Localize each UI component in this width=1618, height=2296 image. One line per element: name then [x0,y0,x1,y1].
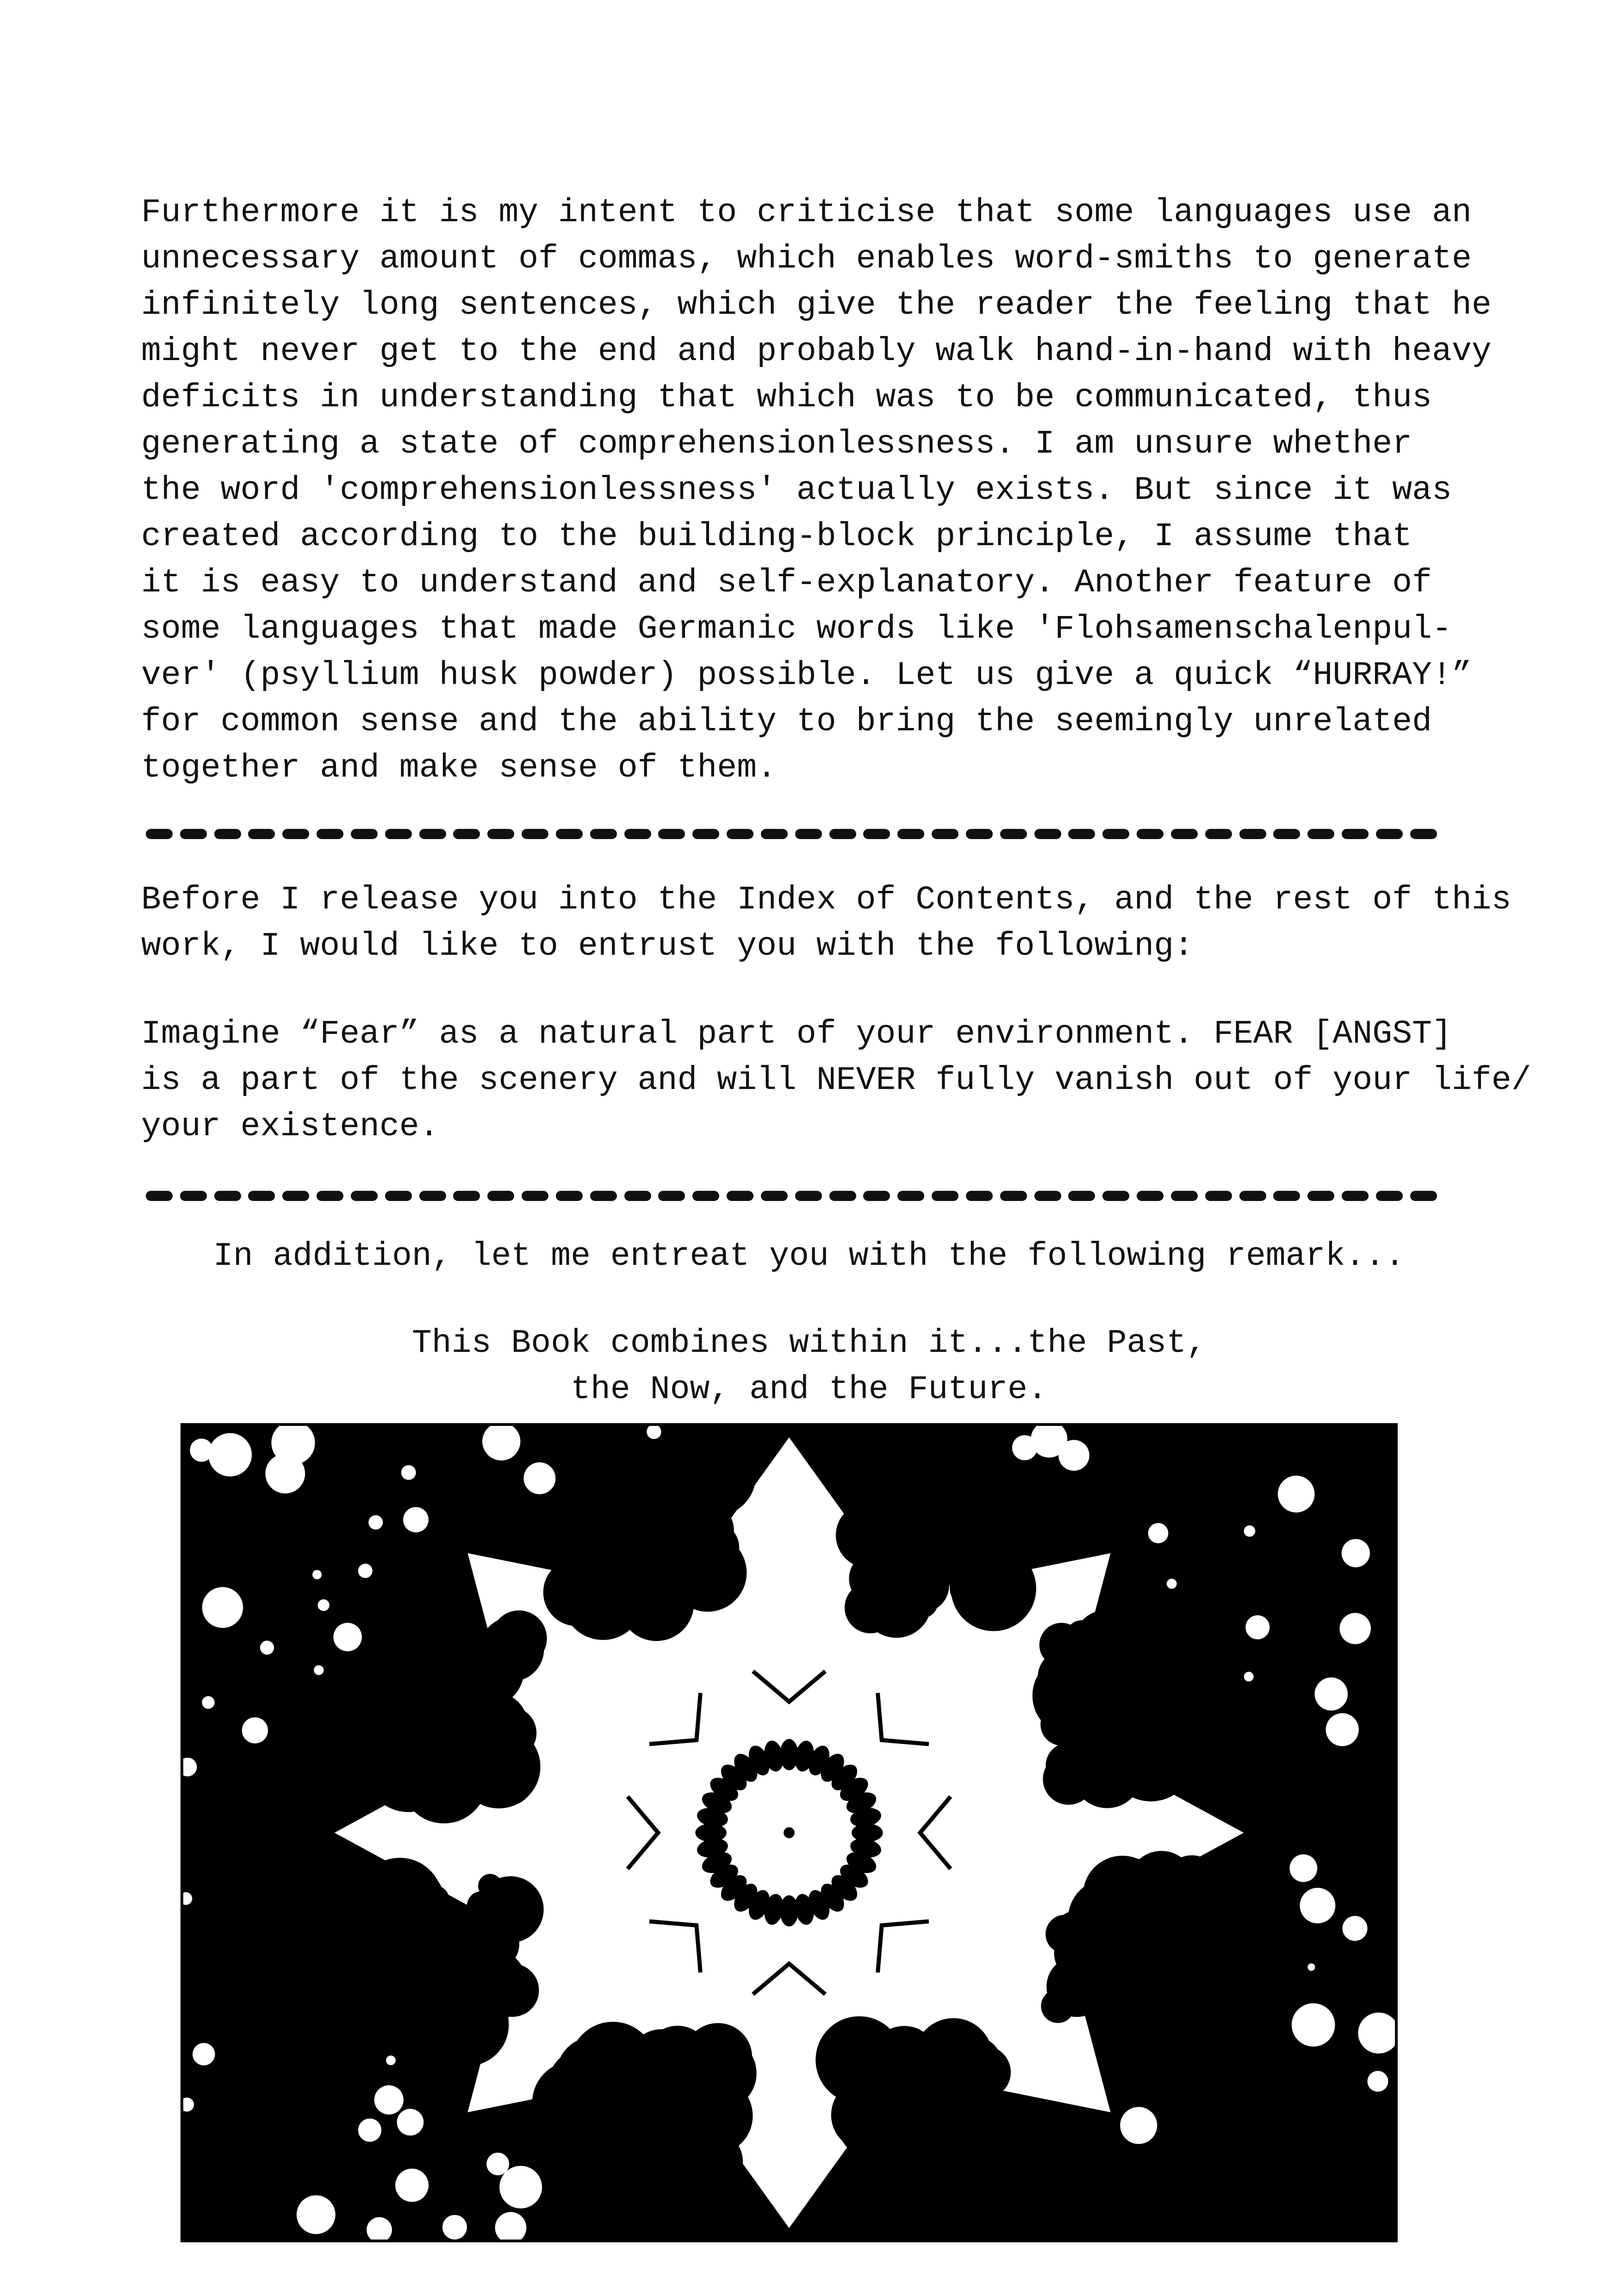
dash-mark [1102,829,1129,839]
dash-mark [966,1191,993,1201]
dash-mark [487,1191,514,1201]
dash-mark [761,1191,788,1201]
dash-mark [419,1191,446,1201]
text-line: it is easy to understand and self-explanatory. Another feature of [141,564,1432,602]
text-line: your existence. [141,1108,439,1145]
dash-mark [658,829,685,839]
dash-mark [351,1191,378,1201]
dash-mark [829,829,856,839]
remark-line: In addition, let me entreat you with the following remark... [213,1238,1405,1275]
dash-mark [1000,1191,1027,1201]
text-line: created according to the building-block principle, I assume that [141,518,1413,555]
text-line: work, I would like to entrust you with the following: [141,927,1194,965]
text-line: Imagine “Fear” as a natural part of your environment. FEAR [ANGST] [141,1015,1452,1053]
dash-mark [317,1191,343,1201]
dash-mark [1068,829,1095,839]
dash-mark [1068,1191,1095,1201]
dash-mark [795,829,822,839]
dash-mark [317,829,343,839]
dash-mark [522,829,548,839]
text-line: deficits in understanding that which was to be communicated, thus [141,379,1432,417]
dash-separator [146,828,1437,840]
dash-mark [282,829,309,839]
dash-mark [863,1191,890,1201]
dash-mark [692,829,719,839]
dash-mark [1239,1191,1266,1201]
dash-mark [1034,1191,1061,1201]
dash-mark [1171,1191,1198,1201]
closing-statement [0,1320,1618,1413]
dash-mark [863,829,890,839]
dash-mark [180,1191,207,1201]
text-line: infinitely long sentences, which give the reader the feeling that he [141,286,1492,324]
text-line: generating a state of comprehensionlessness. I am unsure whether [141,425,1413,463]
dash-mark [590,829,617,839]
dash-mark [1307,829,1334,839]
dash-mark [1239,829,1266,839]
kaleidoscope-forest-icon [180,1423,1398,2242]
text-line: the Now, and the Future. [571,1371,1047,1408]
dash-mark [1000,829,1027,839]
text-line: This Book combines within it...the Past, [411,1325,1207,1362]
text-line: is a part of the scenery and will NEVER fully vanish out of your life/ [141,1062,1531,1099]
dash-mark [248,1191,275,1201]
dash-mark [282,1191,309,1201]
dash-mark [692,1191,719,1201]
dash-mark [180,829,207,839]
dash-mark [1205,829,1232,839]
dash-mark [795,1191,822,1201]
dash-mark [727,1191,753,1201]
text-line: unnecessary amount of commas, which enables word-smiths to generate [141,240,1472,278]
dash-mark [556,1191,583,1201]
dash-mark [453,1191,480,1201]
dash-mark [1342,1191,1369,1201]
dash-mark [487,829,514,839]
dash-mark [897,829,924,839]
dash-mark [1273,829,1300,839]
dash-mark [351,829,378,839]
dash-mark [761,829,788,839]
dash-mark [624,829,651,839]
dash-mark [556,829,583,839]
paragraph-before-index [141,877,1512,970]
dash-mark [1307,1191,1334,1201]
dash-mark [1205,1191,1232,1201]
dash-mark [522,1191,548,1201]
dash-mark [1376,829,1403,839]
text-line: for common sense and the ability to bring the seemingly unrelated [141,703,1432,740]
dash-mark [1034,829,1061,839]
text-line: the word 'comprehensionlessness' actually exists. But since it was [141,472,1452,509]
dash-mark [1171,829,1198,839]
dash-mark [248,829,275,839]
dash-mark [1410,829,1437,839]
dash-mark [146,1191,173,1201]
dash-mark [829,1191,856,1201]
dash-mark [590,1191,617,1201]
dash-mark [624,1191,651,1201]
dash-mark [1376,1191,1403,1201]
dash-mark [1102,1191,1129,1201]
dash-mark [966,829,993,839]
text-line: might never get to the end and probably walk hand-in-hand with heavy [141,333,1492,370]
dash-mark [932,1191,958,1201]
text-line: together and make sense of them. [141,749,777,787]
dash-mark [1342,829,1369,839]
text-line: some languages that made Germanic words like 'Flohsamenschalenpul- [141,610,1452,648]
dash-mark [419,829,446,839]
paragraph-fear [141,1011,1531,1150]
dash-mark [1137,829,1164,839]
text-line: ver' (psyllium husk powder) possible. Let us give a quick “HURRAY!” [141,657,1472,694]
dash-mark [1273,1191,1300,1201]
dash-mark [453,829,480,839]
dash-mark [214,829,241,839]
dash-mark [385,829,412,839]
dash-mark [658,1191,685,1201]
dash-mark [214,1191,241,1201]
paragraph-commas-critique [141,190,1492,791]
text-line: Before I release you into the Index of Contents, and the rest of this [141,881,1512,919]
dash-mark [146,829,173,839]
text-line: Furthermore it is my intent to criticise that some languages use an [141,194,1472,231]
dash-mark [1137,1191,1164,1201]
dash-mark [932,829,958,839]
dash-separator [146,1190,1437,1201]
dash-mark [1410,1191,1437,1201]
dash-mark [385,1191,412,1201]
dash-mark [897,1191,924,1201]
dash-mark [727,829,753,839]
